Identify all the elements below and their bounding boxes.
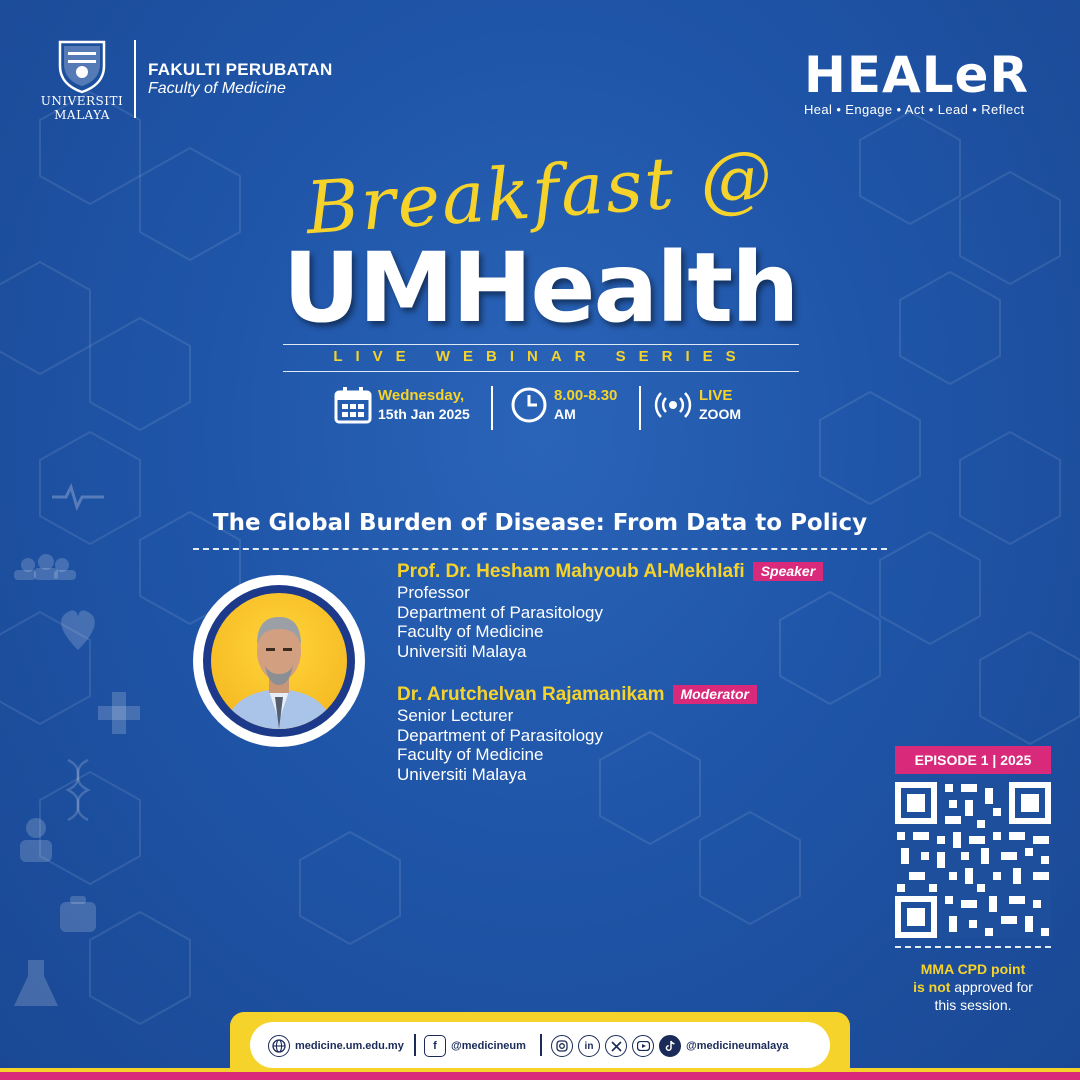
moderator-faculty: Faculty of Medicine <box>397 745 544 764</box>
faculty-label <box>148 60 333 98</box>
cpd-notice <box>885 960 1061 1014</box>
tiktok-icon[interactable] <box>659 1035 681 1057</box>
cpd-emphasis: is not <box>913 979 951 995</box>
event-date: 15th Jan 2025 <box>378 406 470 422</box>
event-time: 8.00-8.30 <box>554 387 618 404</box>
time-info <box>510 386 617 424</box>
moderator-name: Dr. Arutchelvan Rajamanikam <box>397 684 665 705</box>
speaker-portrait <box>211 593 347 729</box>
facebook-handle: @medicineum <box>451 1040 526 1052</box>
linkedin-icon[interactable]: in <box>578 1035 600 1057</box>
speaker-title: Professor <box>397 583 470 602</box>
info-separator <box>491 386 493 430</box>
speaker-university: Universiti Malaya <box>397 641 527 661</box>
healer-wordmark: HEALeR <box>804 46 1029 104</box>
facebook-icon: f <box>424 1035 446 1057</box>
date-info <box>334 386 470 424</box>
speaker-block <box>397 561 823 661</box>
qr-code[interactable] <box>895 782 1051 938</box>
header-divider <box>134 40 136 118</box>
moderator-block <box>397 684 757 784</box>
event-day: Wednesday, <box>378 387 465 404</box>
social-handle: @medicineumalaya <box>686 1040 789 1052</box>
instagram-icon[interactable] <box>551 1035 573 1057</box>
moderator-department: Department of Parasitology <box>397 725 603 745</box>
webinar-topic: The Global Burden of Disease: From Data to Policy <box>212 510 868 536</box>
website-link[interactable] <box>268 1034 404 1058</box>
moderator-role-badge: Moderator <box>673 685 757 704</box>
speaker-department: Department of Parasitology <box>397 602 603 622</box>
universiti-malaya-logo <box>34 36 130 122</box>
speaker-faculty: Faculty of Medicine <box>397 622 544 641</box>
cpd-line2: approved for <box>950 979 1033 995</box>
qr-code-icon <box>895 782 1051 938</box>
website-text: medicine.um.edu.my <box>295 1040 404 1052</box>
footer-pink-strip <box>0 1072 1080 1080</box>
speaker-photo <box>203 585 355 737</box>
breakfast-script-title: Breakfast @ <box>303 133 777 251</box>
series-label: LIVE WEBINAR SERIES <box>333 348 749 365</box>
x-icon[interactable] <box>605 1035 627 1057</box>
speaker-name: Prof. Dr. Hesham Mahyoub Al-Mekhlafi <box>397 561 745 582</box>
faculty-malay: FAKULTI PERUBATAN <box>148 60 333 79</box>
episode-badge: EPISODE 1 | 2025 <box>895 746 1051 774</box>
globe-icon <box>268 1035 290 1057</box>
cpd-line1: MMA CPD point <box>920 961 1026 977</box>
speaker-role-badge: Speaker <box>753 562 823 581</box>
university-name: UNIVERSITI MALAYA <box>40 94 124 122</box>
clock-icon <box>510 386 548 424</box>
info-separator <box>639 386 641 430</box>
qr-divider <box>895 946 1051 948</box>
cpd-line3: this session. <box>934 997 1012 1013</box>
university-crest-icon <box>54 36 110 94</box>
healer-tagline: Heal • Engage • Act • Lead • Reflect <box>804 102 1025 117</box>
footer-separator <box>540 1034 542 1056</box>
moderator-title: Senior Lecturer <box>397 706 514 725</box>
event-mode-zoom: ZOOM <box>699 406 741 422</box>
umhealth-title: UMHealth <box>282 232 798 344</box>
mode-info <box>653 386 741 424</box>
social-links <box>551 1034 788 1058</box>
facebook-link[interactable] <box>424 1034 526 1058</box>
broadcast-icon <box>653 386 693 424</box>
event-mode-live: LIVE <box>699 387 733 404</box>
healer-logo <box>804 46 1044 117</box>
topic-divider <box>193 548 887 550</box>
faculty-english: Faculty of Medicine <box>148 80 286 97</box>
footer-separator <box>414 1034 416 1056</box>
calendar-icon <box>334 386 372 424</box>
youtube-icon[interactable] <box>632 1035 654 1057</box>
event-period: AM <box>554 406 576 422</box>
moderator-university: Universiti Malaya <box>397 764 527 784</box>
